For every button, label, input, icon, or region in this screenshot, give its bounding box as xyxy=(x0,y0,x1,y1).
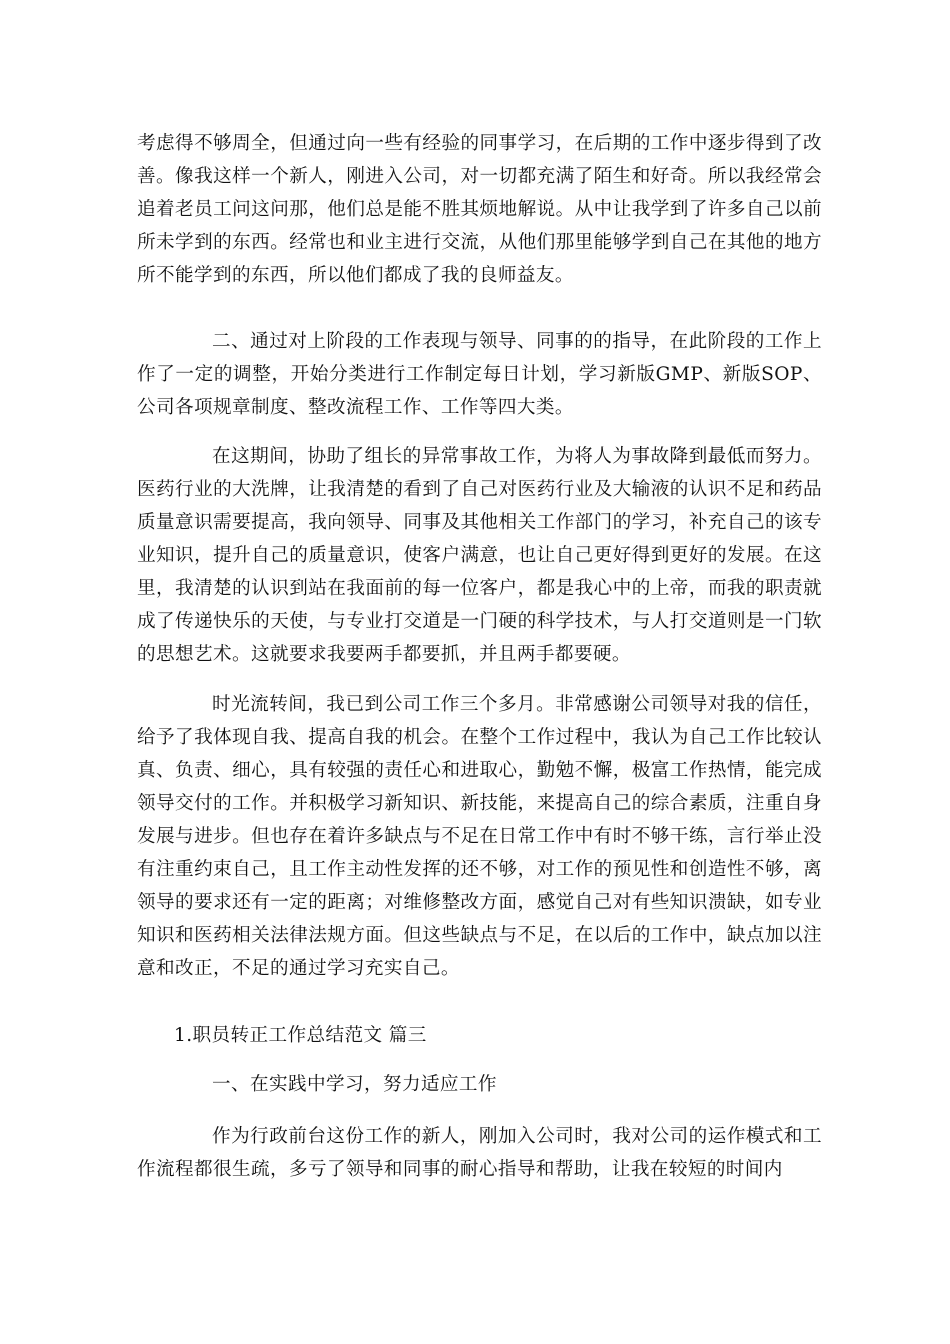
paragraph-3: 在这期间，协助了组长的异常事故工作，为将人为事故降到最低而努力。医药行业的大洗牌，让我清楚的看到了自己对医药行业及大输液的认识不足和药品质量意识需要提高，我向领导、同事及其他相关工作部门的学习，补充自己的该专业知识，提升自己的质量意识，使客户满意，也让自己更好得到更好的发展。在这里，我清楚的认识到站在我面前的每一位客户，都是我心中的上帝，而我的职责就成了传递快乐的天使，与专业打交道是一门硬的科学技术，与人打交道则是一门软的思想艺术。这就要求我要两手都要抓，并且两手都要硬。 xyxy=(137,446,822,665)
paragraph-5: 作为行政前台这份工作的新人，刚加入公司时，我对公司的运作模式和工作流程都很生疏，多亏了领导和同事的耐心指导和帮助，让我在较短的时间内 xyxy=(137,1126,822,1180)
paragraph-2: 二、通过对上阶段的工作表现与领导、同事的的指导，在此阶段的工作上作了一定的调整，开始分类进行工作制定每日计划，学习新版GMP、新版SOP、公司各项规章制度、整改流程工作、工作等四大类。 xyxy=(137,331,822,418)
paragraph-4: 时光流转间，我已到公司工作三个多月。非常感谢公司领导对我的信任，给予了我体现自我、提高自我的机会。在整个工作过程中，我认为自己工作比较认真、负责、细心，具有较强的责任心和进取心，勤勉不懈，极富工作热情，能完成领导交付的工作。并积极学习新知识、新技能，来提高自己的综合素质，注重自身发展与进步。但也存在着许多缺点与不足在日常工作中有时不够干练，言行举止没有注重约束自己，且工作主动性发挥的还不够，对工作的预见性和创造性不够，离领导的要求还有一定的距离；对维修整改方面，感觉自己对有些知识溃缺，如专业知识和医药相关法律法规方面。但这些缺点与不足，在以后的工作中，缺点加以注意和改正，不足的通过学习充实自己。 xyxy=(137,694,822,979)
subsection-title: 一、在实践中学习，努力适应工作 xyxy=(212,1074,497,1095)
section-title: 1.职员转正工作总结范文 篇三 xyxy=(174,1025,427,1046)
paragraph-1: 考虑得不够周全，但通过向一些有经验的同事学习，在后期的工作中逐步得到了改善。像我这样一个新人，刚进入公司，对一切都充满了陌生和好奇。所以我经常会追着老员工问这问那，他们总是能不胜其烦地解说。从中让我学到了许多自己以前所未学到的东西。经常也和业主进行交流，从他们那里能够学到自己在其他的地方所不能学到的东西，所以他们都成了我的良师益友。 xyxy=(137,133,822,286)
